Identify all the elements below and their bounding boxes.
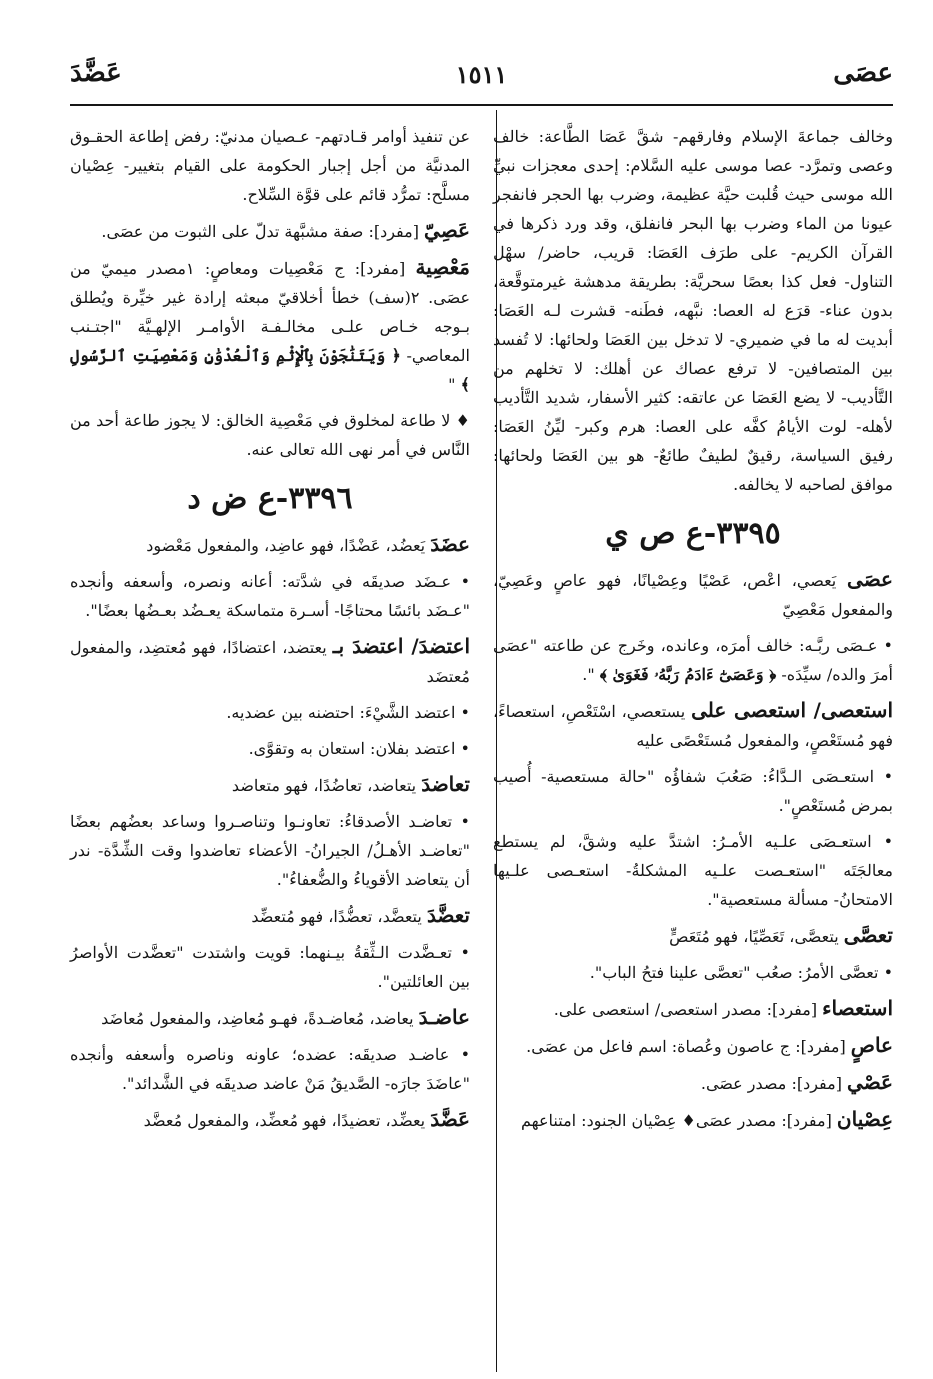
entry-text: يتعصَّى، تَعَصِّيًا، فهو مُتَعَصٍّ (669, 927, 839, 946)
entry-text: " (448, 375, 461, 394)
headword: تعاضدَ (421, 772, 470, 796)
right-column (493, 122, 893, 1142)
entry-text: [مفرد]: ج مَعْصِيات ومعاصٍ: ١مصدر ميميّ من عصَى. ٢(سف) خطأ أخلاقيّ مبعثه إرادة غير خيِّرة ويُطلق بـوجه خـاص علـى مخالـفـة الأوامـر الإلهـيَّة "اجتـنب المعاصي- (70, 259, 471, 365)
entry-example: • اعتضد الشَّيْءَ: احتضنه بين عضديه. (226, 703, 470, 722)
headword: اعتضدَ/ اعتضدَ بـ (332, 634, 471, 658)
headword: استعصاء (822, 996, 893, 1020)
entry-idiom: ♦ لا طاعة لمخلوق في مَعْصِية الخالق: لا يجوز طاعة أحد من النَّاس في أمر نهى الله تعالى عنه. (70, 411, 470, 459)
example-text: ". (582, 665, 600, 684)
headword: عَصِيّ (424, 218, 470, 242)
entry-example: • تعصَّى الأمرُ: صعُب "تعصَّى علينا فتحُ الباب". (589, 963, 893, 982)
entry-text: يَعضُد، عَضْدًا، فهو عاضِد، والمفعول مَعْضود (146, 536, 426, 555)
left-column (70, 122, 470, 1142)
entry-example (493, 631, 893, 689)
section-heading: ٣٣٩٥-ع ص ي (605, 516, 781, 551)
headword: استعصى/ استعصى على (691, 698, 893, 722)
headword: عَصْي (847, 1070, 893, 1094)
entry-text: يتعضَّد، تعضُّدًا، فهو مُتعضِّد (251, 907, 422, 926)
entry-text: [مفرد]: صفة مشبَّهة تدلّ على الثبوت من عصَى. (101, 222, 419, 241)
entry (70, 632, 470, 691)
page-number: ١٥١١ (455, 60, 508, 89)
entry (70, 216, 470, 246)
entry-example: • اعتضد بفلان: استعان به وتقوَّى. (248, 739, 470, 758)
entry-text: [مفرد]: مصدر عصَى♦ عِصْيان الجنود: امتناعهم (520, 1111, 832, 1130)
headword: تعضَّدَ (426, 903, 470, 927)
example-text: • عـصَى ربَّـه: خالف أمرَه، وعانده، وخَرج عن طاعته "عصَى أمرَ والده/ سيِّدَه- (493, 636, 893, 684)
entry (70, 253, 470, 399)
entry (70, 530, 470, 560)
entry-text: يستعصي، اسْتَعْصِ، استعصاءً، فهو مُستَعْصٍ، والمفعول مُستَعْصًى عليه (493, 702, 893, 750)
entry-text: يعتضد، اعتضادًا، فهو مُعتضِد، والمفعول مُعتضَد (70, 638, 470, 686)
headword: عِصْيان (836, 1107, 893, 1131)
header-guide-word-left: عَضَّدَ (70, 58, 122, 88)
entry (70, 1003, 470, 1033)
entry-example: • استعـصَى علـيه الأمـرُ: اشتدَّ عليه وشقَّ، لم يستطع معالجَتَه "استعـصت علـيه المشكلةُ- استعـصى علـيها الامتحانُ- مسألة مستعصية". (493, 832, 893, 909)
entry (70, 770, 470, 800)
section-heading: ٣٣٩٦-ع ض د (187, 481, 353, 516)
entry-example: • عاضـد صديقَه: عضده؛ عاونه وناصره وأسعفه وأنجده "عاضَدَ جارَه- الصَّديقُ مَنْ عاضد صديقَه في الشَّدائد". (70, 1045, 470, 1093)
entry-text: [مفرد]: مصدر استعصى/ استعصى على. (553, 1000, 818, 1019)
entry (70, 1105, 470, 1135)
headword: تعصَّى (843, 923, 893, 947)
entry-example: • استعـصَى الـدَّاءُ: صَعُبَ شفاؤُه "حالة مستعصية- أُصيب بمرض مُستَعْصٍ". (493, 767, 893, 815)
entry-continuation: وخالف جماعةَ الإسلام وفارقهم- شقَّ عَصَا الطَّاعة: خالف وعصى وتمرَّد- عصا موسى عليه السَّلام: إحدى معجزات نبيِّ الله موسى حيث قُلبت حيَّة عظيمة، وضرب بها الحجر فانفجر عيونا من الماء وضرب بها البحر فانفلق، وقد ورد ذكرها في القرآن الكريم- على طرَف العَصَا: قريب، حاضر/ سهْل التناول- فعل كذا بعصًا سحريَّة: بطريقة مدهشة غيرمتوقَّعة، بدون عناء- قرَع له العصا: نبَّهه، فطَنه- قشرت لـه العَصَا: أبديت له ما في ضميري- لا تدخل بين العَصَا ولحائها: لا تُفسد بين المتصافين- لا ترفع عصاك عن أهلك: لا تخلهم من التَّأديب- لا يضع العَصَا عن عاتقه: كثير الأسفار، شديد التَّأديب لأهله- لوت الأيامُ كفَّه على العصا: هرم وكبر- ليِّنُ العَصَا: رفيق السياسة، رقيقٌ لطيفٌ طائعٌ- هو بين العَصَا ولحائها: موافق لصاحبه لا يخالفه. (493, 127, 894, 494)
quran-quote: ﴿ وَعَصَىٰٓ ءَادَمُ رَبَّهُۥ فَغَوَىٰ ﴾ (599, 665, 777, 684)
entry (493, 1031, 893, 1061)
entry (493, 921, 893, 951)
headword: مَعْصِية (415, 255, 470, 279)
entry-text: يعاضد، مُعاضـدةً، فهـو مُعاضِد، والمفعول مُعاضَد (101, 1009, 414, 1028)
header-divider (70, 104, 893, 106)
entry (493, 994, 893, 1024)
entry (493, 565, 893, 624)
entry (70, 901, 470, 931)
entry (493, 1068, 893, 1098)
page-header (70, 58, 893, 102)
headword: عاضـدَ (418, 1005, 470, 1029)
entry-continuation: عن تنفيذ أوامر قـادتهم- عـصيان مدنيّ: رفض إطاعة الحقـوق المدنيَّة من أجل إجبار الحكومة على القيام بتغيير- عِصْيان مسلَّح: تمرُّد قائم على قوَّة السِّلاح. (70, 127, 470, 204)
headword: عصَى (847, 567, 893, 591)
headword: عَضَّدَ (430, 1107, 470, 1131)
entry (493, 696, 893, 755)
entry-example: • تعاضـد الأصدقاءُ: تعاونـوا وتناصـروا وساعد بعضُهم بعضًا "تعاضـد الأهـلُ/ الجيرانُ- الأعضاء تعاضدوا وقت الشِّدَّة- ندر أن يتعاضد الأقوياءُ والضُّعفاءُ". (70, 812, 470, 889)
quran-quote: ﴿ وَيَتَنَٰجَوْنَ بِٱلْإِثْمِ وَٱلْعُدْوَٰنِ وَمَعْصِيَتِ ٱلرَّسُولِ ﴾ (70, 346, 470, 394)
headword: عاصٍ (850, 1033, 893, 1057)
headword: عضَدَ (430, 532, 470, 556)
entry-text: [مفرد]: مصدر عصَى. (700, 1074, 842, 1093)
entry-example: • تعـضَّدت الـثِّقةُ بيـنهما: قويت واشتدت "تعضَّدت الأواصرُ بين العائلتين". (70, 943, 470, 991)
entry-text: يعضِّد، تعضيدًا، فهو مُعضِّد، والمفعول مُعضَّد (143, 1111, 426, 1130)
entry-example: • عـضَد صديقَه في شدَّته: أعانه ونصره، وأسعفه وأنجده "عـضَد بائسًا محتاجًا- أسـرة متماسكة يعـضُد بعـضُها بعضًا". (70, 572, 470, 620)
header-guide-word-right: عصَى (833, 58, 893, 88)
entry-text: يتعاضد، تعاضُدًا، فهو متعاضد (231, 776, 417, 795)
entry-text: يَعصي، اعْص، عَصْيًا وعِصْيانًا، فهو عاصٍ وعَصِيّ، والمفعول مَعْصِيّ (493, 571, 893, 619)
entry (493, 1105, 893, 1135)
entry-text: [مفرد]: ج عاصون وعُصاة: اسم فاعل من عصَى. (526, 1037, 846, 1056)
